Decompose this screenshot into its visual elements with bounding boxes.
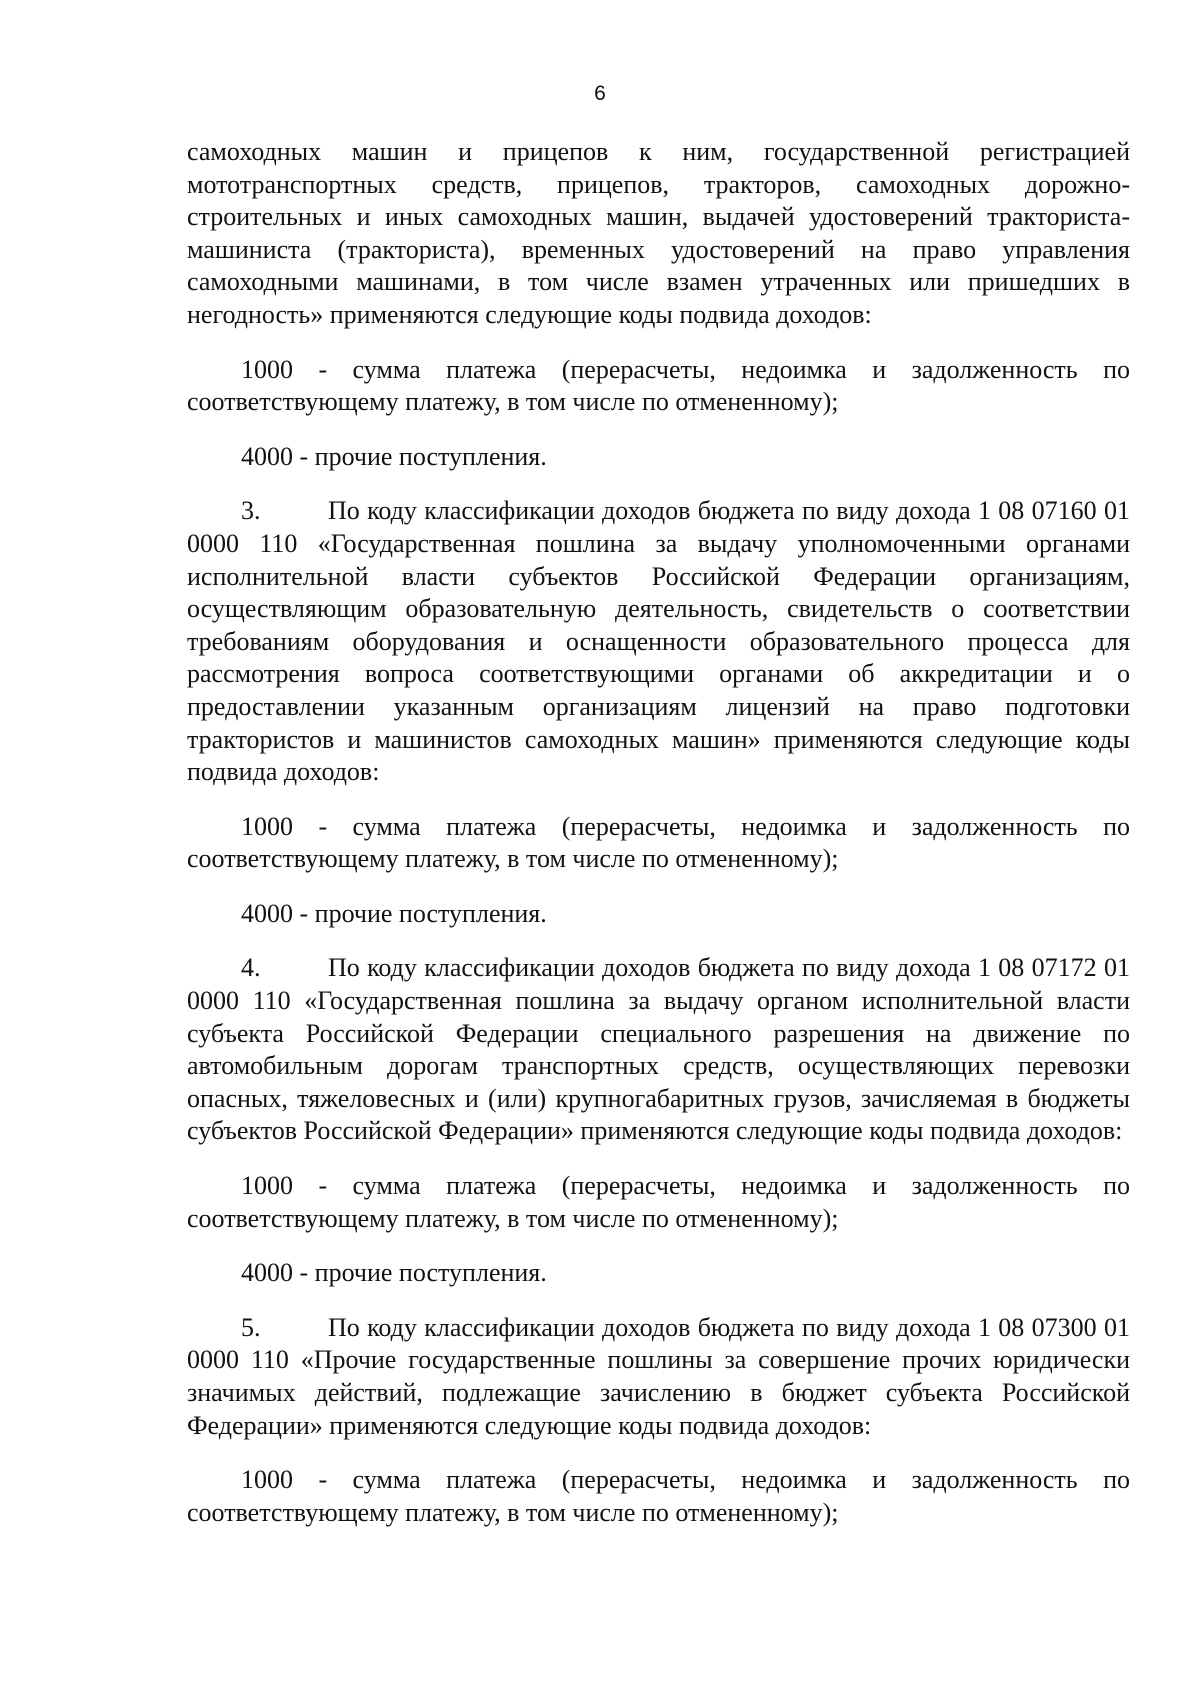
item-text: По коду классификации доходов бюджета по виду дохода 1 08 07172 01 0000 110 «Государственная пошлина за выдачу органом исполнительной власти субъекта Российской Федерации специального разрешения на движение по автомобильным дорогам транспортных средств, осуществляющих перевозки опасных, тяжеловесных и (или) крупногабаритных грузов, зачисляемая в бюджеты субъектов Российской Федерации» применяются следующие коды подвида доходов: — [187, 953, 1130, 1146]
page-number: 6 — [594, 82, 606, 105]
item-number: 4. — [241, 953, 261, 983]
paragraph-code-1000: 1000 - сумма платежа (перерасчеты, недоимка и задолженность по соответствующему платежу, в том числе по отмененному); — [187, 811, 1130, 874]
item-text: По коду классификации доходов бюджета по виду дохода 1 08 07160 01 0000 110 «Государственная пошлина за выдачу уполномоченными органами исполнительной власти субъектов Российской Федерации организациям, осуществляющим образовательную деятельность, свидетельств о соответствии требованиям оборудования и оснащенности образовательного процесса для рассмотрения вопроса соответствующими органами об аккредитации и о предоставлении указанным организациям лицензий на право подготовки трактористов и машинистов самоходных машин» применяются следующие коды подвида доходов: — [187, 496, 1130, 787]
item-text: По коду классификации доходов бюджета по виду дохода 1 08 07300 01 0000 110 «Прочие государственные пошлины за совершение прочих юридически значимых действий, подлежащие зачислению в бюджет субъекта Российской Федерации» применяются следующие коды подвида доходов: — [187, 1312, 1130, 1440]
paragraph-item-5 — [187, 1312, 1130, 1442]
paragraph-continuation: самоходных машин и прицепов к ним, государственной регистрацией мототранспортных средств, прицепов, тракторов, самоходных дорожно-строительных и иных самоходных машин, выдачей удостоверений тракториста-машиниста (тракториста), временных удостоверений на право управления самоходными машинами, в том числе взамен утраченных или пришедших в негодность» применяются следующие коды подвида доходов: — [187, 137, 1130, 329]
paragraph-code-1000: 1000 - сумма платежа (перерасчеты, недоимка и задолженность по соответствующему платежу, в том числе по отмененному); — [187, 354, 1130, 417]
paragraph-item-3 — [187, 495, 1130, 788]
document-body — [187, 136, 1130, 1529]
paragraph-code-4000: 4000 - прочие поступления. — [241, 1258, 547, 1288]
item-number: 5. — [241, 1312, 261, 1342]
item-number: 3. — [241, 496, 261, 526]
paragraph-item-4 — [187, 952, 1130, 1148]
paragraph-code-1000: 1000 - сумма платежа (перерасчеты, недоимка и задолженность по соответствующему платежу, в том числе по отмененному); — [187, 1465, 1130, 1527]
paragraph-code-4000: 4000 - прочие поступления. — [241, 898, 547, 928]
paragraph-code-4000: 4000 - прочие поступления. — [241, 441, 547, 471]
paragraph-code-1000: 1000 - сумма платежа (перерасчеты, недоимка и задолженность по соответствующему платежу, в том числе по отмененному); — [187, 1171, 1130, 1233]
